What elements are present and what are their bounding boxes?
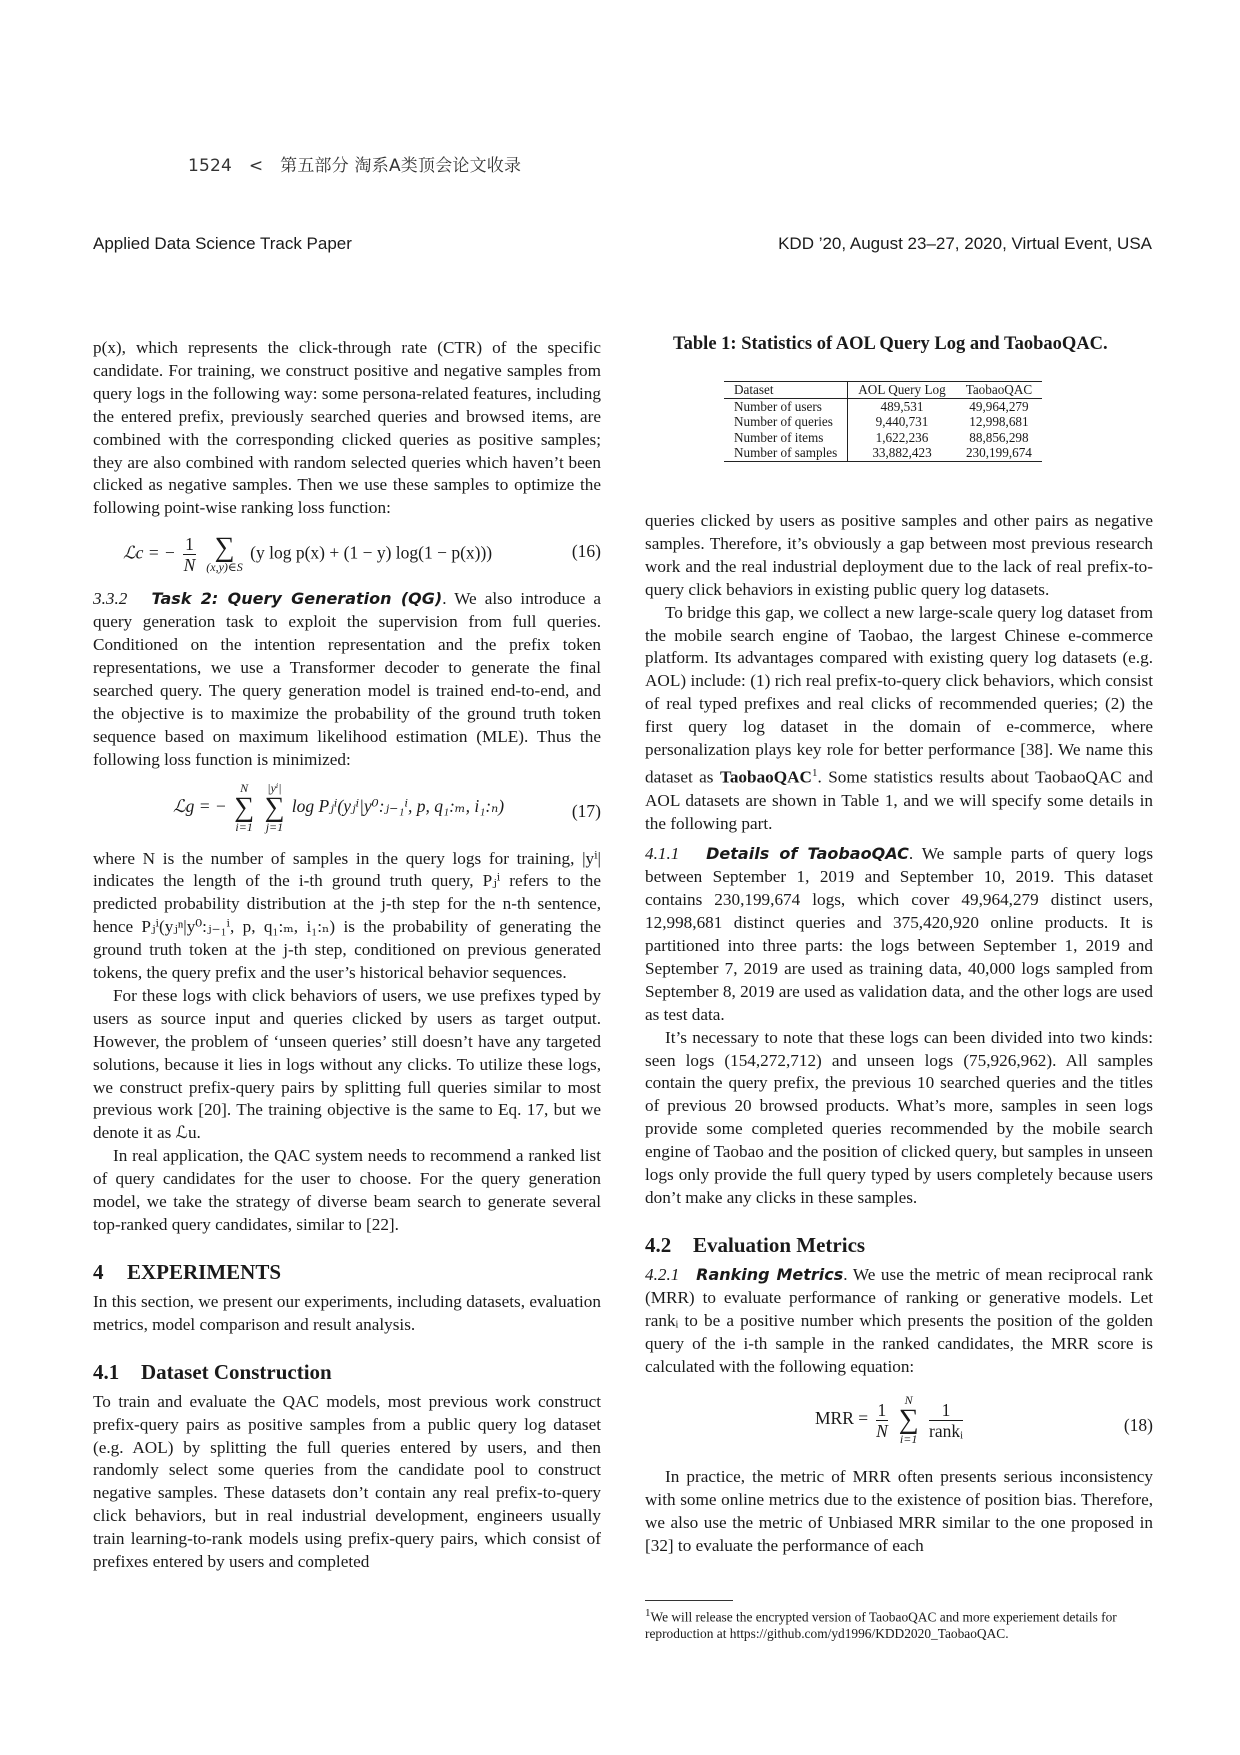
subsection-number: 3.3.2 [93, 589, 128, 609]
eq17-sum-j: |yⁱ| ∑ j=1 [264, 780, 285, 834]
table-cell: 33,882,423 [872, 445, 932, 460]
table-header-taobaoqac: TaobaoQAC [956, 382, 1042, 399]
book-header [188, 151, 521, 176]
book-separator: < [248, 156, 264, 176]
book-page-number: 1524 [188, 156, 233, 176]
table-1-caption: Table 1: Statistics of AOL Query Log and TaobaoQAC. [673, 334, 1108, 354]
table-cell: 49,964,279 [969, 398, 1029, 414]
table-cell: 9,440,731 [875, 414, 929, 429]
eq17-sum-i: N ∑ i=1 [234, 780, 255, 834]
table-cell: Number of samples [724, 445, 848, 461]
subsection-4-1-1: 4.1.1 Details of TaobaoQAC. We sample parts of query logs between September 1, 2019 and September 10, 2019. This dataset contains 230,199,674 logs, which cover 49,964,279 distinct users, 12,998,681 distinct queries and 375,420,920 online products. It is partitioned into three parts: the logs between September 1, 2019 and September 7, 2019 are used as training data, 40,000 logs sampled from September 8, 2019 are used as validation data, and the other logs are used as test data. [645, 844, 1154, 1024]
table-header-dataset: Dataset [724, 382, 848, 399]
dataset-name: TaobaoQAC [719, 767, 812, 787]
table-header-aol: AOL Query Log [848, 382, 956, 399]
footnote-marker: 1 [811, 766, 818, 779]
subsection-title: Task 2: Query Generation (QG) [151, 589, 443, 609]
subsection-text: . We also introduce a query generation task to exploit the supervision from full queries. Conditioned on the intention representation and the prefix token representations, we use a Transformer decoder to generate the final searched query. The query generation model is trained end-to-end, and the objective is to maximize the probability of the ground truth token sequence based on maximum likelihood estimation (MLE). Thus the following loss function is minimized: [93, 589, 602, 769]
subsection-3-3-2 [93, 588, 601, 771]
subsection-title: Details of TaobaoQAC [706, 844, 909, 864]
section-4-1-heading: 4.1 Dataset Construction [93, 1359, 332, 1384]
table-row [724, 398, 1042, 414]
eq18-reciprocal: $\frac{1}{\text{rankᵢ}}$ [929, 1399, 963, 1441]
paragraph-unbiased-mrr: In practice, the metric of MRR often presents serious inconsistency with some online metrics due to the existence of position bias. Therefore, we also use the metric of Unbiased MRR similar to the one proposed in [32] to evaluate the performance of each [645, 1467, 1153, 1556]
footnote-divider [645, 1600, 733, 1601]
eq16-lhs: ℒc = − [123, 542, 176, 563]
table-1-statistics [724, 381, 1042, 462]
running-header-left: Applied Data Science Track Paper [93, 234, 352, 253]
paragraph-click-logs: For these logs with click behaviors of users, we use prefixes typed by users as source input and queries clicked by users as target output. However, the problem of ‘unseen queries’ still doesn’t have any targeted solutions, because it lies in logs without any clicks. To utilize these logs, we construct prefix-query pairs by splitting full queries similar to most previous work [20]. The training objective is the same to Eq. 17, but we denote it as ℒu. [93, 985, 601, 1143]
eq18-sum: N ∑ i=1 [898, 1393, 919, 1447]
paragraph-gap: queries clicked by users as positive samples and other pairs as negative samples. Therefore, it’s obviously a gap between most previous research work and the real industrial deployment due to the lack of real prefix-to-query click behaviors in existing public query log datasets. [645, 511, 1153, 599]
section-4-heading: 4 EXPERIMENTS [93, 1259, 282, 1284]
eq17-number: (17) [571, 800, 601, 821]
eq16-body: (y log p(x) + (1 − y) log(1 − p(x))) [250, 542, 493, 563]
paragraph-log-kinds: It’s necessary to note that these logs can been divided into two kinds: seen logs (154,272,712) and unseen logs (75,926,962). All samples contain the query prefix, the previous 10 searched queries and the titles of previous 20 browsed products. What’s more, samples in seen logs provide some completed queries recommended by the mobile search engine of Taobao and the position of clicked query, but samples in unseen logs only provide the full query typed by users completely because users don’t make any clicks in these samples. [645, 1027, 1153, 1208]
paragraph-real-application: In real application, the QAC system needs to recommend a ranked list of query candidates for the user to choose. For the query generation model, we take the strategy of diverse beam search to generate several top-ranked query candidates, similar to [22]. [93, 1146, 601, 1234]
subsection-4-2-1: 4.2.1 Ranking Metrics. We use the metric of mean reciprocal rank (MRR) to evaluate performance of ranking or generative models. Let rankᵢ to be a positive number which presents the position of the golden query of the i-th sample in the ranked candidates, the MRR score is calculated with the following equation: [645, 1264, 1154, 1376]
section-4-1-text: To train and evaluate the QAC models, most previous work construct prefix-query pairs as positive samples from a public query log dataset (e.g. AOL) by splitting the full queries entered by users, and then randomly select some queries from the candidate pool to construct negative samples. These datasets don’t contain any real prefix-to-query click behaviors, but in real industrial development, engineers usually train learning-to-rank models using prefix-query pairs, which consist of prefixes entered by users and completed [93, 1391, 601, 1572]
section-4-2-heading: 4.2 Evaluation Metrics [645, 1232, 866, 1257]
paragraph-ctr: p(x), which represents the click-through rate (CTR) of the specific candidate. For training, we construct positive and negative samples from query logs in the following way: some persona-related features, including the entered prefix, previously searched queries and browsed items, are combined with the corresponding clicked queries as positive samples; they are also combined with random selected queries which haven’t been clicked as negative samples. Then we use these samples to optimize the following point-wise ranking loss function: [93, 338, 601, 518]
table-row [724, 430, 1042, 446]
footnote-number: 1 [645, 1607, 651, 1619]
paragraph-where: where N is the number of samples in the query logs for training, |yⁱ| indicates the length of the i-th ground truth query, Pⱼⁱ refers to the predicted probability distribution at the j-th step for the n-th sentence, hence Pⱼⁱ(yⱼⁿ|y⁰:ⱼ₋₁ⁱ, p, q₁:ₘ, i₁:ₙ) is the probability of generating the ground truth token at the j-th step, conditioned on previous generated tokens, the query prefix and the user’s historical behavior sequences. [93, 848, 601, 983]
right-column [645, 510, 1153, 1558]
equation-18 [645, 1388, 1153, 1466]
table-cell: Number of items [724, 430, 848, 446]
equation-17 [93, 778, 601, 848]
table-cell: 489,531 [880, 398, 924, 414]
eq18-lhs: MRR = [815, 1408, 869, 1429]
subsection-title: Ranking Metrics [696, 1264, 844, 1284]
eq18-fraction: $\frac{1}{N}$ [876, 1399, 888, 1441]
paragraph-taobaoqac-intro: To bridge this gap, we collect a new large-scale query log dataset from the mobile search engine of Taobao, the largest Chinese e-commerce platform. Its advantages compared with existing query log datasets (e.g. AOL) include: (1) rich real prefix-to-query click behaviors, which consist of real typed prefixes and real clicks of recommended queries; (2) the first query log dataset in the domain of e-commerce, where personalization plays key role for better performance [38]. We name this dataset as TaobaoQAC$^1$. Some statistics results about TaobaoQAC and AOL datasets are shown in Table 1, and we will specify some details in the following part. [645, 602, 1153, 833]
running-header-right: KDD ’20, August 23–27, 2020, Virtual Event, USA [778, 234, 1152, 253]
table-cell: 88,856,298 [969, 429, 1029, 445]
left-column [93, 337, 601, 1574]
eq17-body: log Pⱼⁱ(yⱼⁱ|y⁰:ⱼ₋₁ⁱ, p, q₁:ₘ, i₁:ₙ) [291, 795, 505, 816]
footnote-text: We will release the encrypted version of TaobaoQAC and more experiement details for reproduction at https://github.com/yd1996/KDD2020_TaobaoQAC. [645, 1609, 1117, 1642]
footnote [645, 1605, 1153, 1642]
table-cell: Number of users [724, 398, 848, 414]
eq18-number: (18) [1123, 1415, 1153, 1436]
eq16-number: (16) [571, 541, 601, 562]
eq16-fraction: $\frac{1}{N}$ [183, 534, 196, 576]
table-cell: 230,199,674 [965, 445, 1032, 460]
table-cell: 1,622,236 [875, 429, 929, 445]
table-row [724, 445, 1042, 461]
table-cell: 12,998,681 [969, 414, 1029, 429]
table-header-row [724, 382, 1042, 399]
book-part-title: 第五部分 淘系A类顶会论文收录 [280, 156, 522, 176]
equation-16 [93, 528, 601, 584]
eq17-lhs: ℒg = − [173, 795, 227, 816]
eq16-sum: ∑ (x,y)∈S [206, 532, 243, 575]
table-row [724, 414, 1042, 430]
section-4-intro: In this section, we present our experiments, including datasets, evaluation metrics, model comparison and result analysis. [93, 1291, 601, 1334]
table-cell: Number of queries [724, 414, 848, 430]
